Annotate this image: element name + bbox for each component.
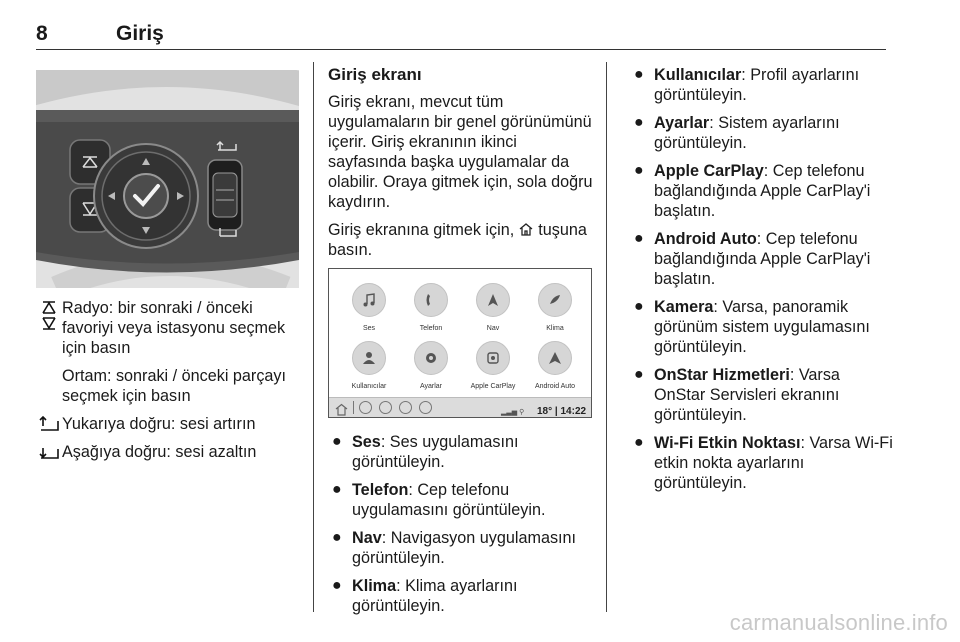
clock-time: 14:22 [560, 406, 587, 417]
bullet-term: Android Auto [654, 230, 757, 248]
control-text: Yukarıya doğru: sesi artırın [62, 415, 256, 433]
app-label: Kullanıcılar [351, 383, 387, 390]
status-separator [353, 401, 354, 414]
list-item: ● Ayarlar: Sistem ayarlarını görüntüleyin. [634, 114, 840, 152]
app-tile [399, 283, 463, 333]
home-screen-illustration [328, 268, 592, 418]
app-label: Ayarlar [419, 383, 443, 390]
status-temp-time: 18° | 14:22 [537, 406, 587, 417]
control-item [36, 442, 302, 462]
gear-icon [423, 350, 439, 366]
app-tile [461, 283, 525, 333]
climate-icon [547, 292, 563, 308]
list-item: ● OnStar Hizmetleri: Varsa OnStar Servisleri ekranını görüntüleyin. [634, 366, 840, 424]
bullet-list [630, 65, 895, 493]
control-text: Ortam: sonraki / önceki parçayı seçmek için basın [62, 367, 287, 405]
bullet-term: Klima [352, 577, 397, 595]
control-descriptions [36, 298, 302, 462]
bullet-term: Kamera [654, 298, 714, 316]
station-up-down-icon [36, 298, 62, 332]
home-icon [335, 401, 348, 414]
list-item: ● Wi-Fi Etkin Noktası: Varsa Wi-Fi etkin nokta ayarlarını görüntüleyin. [634, 434, 893, 492]
section-title: Giriş ekranı [328, 65, 422, 84]
app-label: Telefon [419, 325, 443, 332]
list-item: ● Kamera: Varsa, panoramik görünüm sistem uygulamasını görüntüleyin. [634, 298, 870, 356]
app-label: Android Auto [534, 383, 576, 390]
left-column [36, 70, 302, 470]
bullet-desc: : Cep telefonu bağlandığında Apple CarPlay'i başlatın. [654, 230, 871, 288]
paragraph [328, 220, 596, 260]
bullet-desc: : Profil ayarlarını görüntüleyin. [654, 66, 860, 104]
app-label: Ses [362, 325, 376, 332]
app-tile [399, 341, 463, 391]
phone-icon [423, 292, 439, 308]
page-header [36, 22, 886, 50]
home-icon [518, 221, 534, 235]
bullet-term: Telefon [352, 481, 409, 499]
bullet-desc: : Cep telefonu uygulamasını görüntüleyin. [352, 481, 546, 519]
signal-icon: ▂▃▅ ⚲ [501, 409, 525, 416]
volume-down-icon [36, 442, 62, 460]
paragraph-text: Giriş ekranına gitmek için, [328, 221, 515, 239]
bullet-list [328, 432, 596, 616]
android-auto-icon [547, 350, 563, 366]
temperature: 18° [537, 406, 553, 417]
app-tile [523, 341, 587, 391]
bullet-term: Ses [352, 433, 381, 451]
steering-wheel-controls-illustration [36, 70, 299, 288]
control-item [36, 414, 302, 434]
app-label: Apple CarPlay [470, 383, 516, 390]
bullet-desc: : Varsa, panoramik görünüm sistem uygulamasını görüntüleyin. [654, 298, 870, 356]
app-label: Nav [486, 325, 500, 332]
music-note-icon [359, 401, 372, 414]
bullet-desc: : Sistem ayarlarını görüntüleyin. [654, 114, 840, 152]
bullet-desc: : Ses uygulamasını görüntüleyin. [352, 433, 519, 471]
carplay-icon [485, 350, 501, 366]
page-number: 8 [36, 22, 48, 45]
control-item [36, 298, 302, 358]
navigation-arrow-icon [485, 292, 501, 308]
bullet-desc: : Navigasyon uygulamasını görüntüleyin. [352, 529, 577, 567]
climate-icon [419, 401, 432, 414]
bullet-desc: : Klima ayarlarını görüntüleyin. [352, 577, 518, 615]
watermark[interactable]: carmanualsonline.info [729, 610, 948, 635]
app-tile [337, 283, 401, 333]
bullet-term: Kullanıcılar [654, 66, 742, 84]
middle-column [328, 65, 596, 624]
volume-up-icon [36, 414, 62, 432]
app-label: Klima [546, 325, 564, 332]
right-column [630, 65, 895, 501]
phone-icon [379, 401, 392, 414]
control-text: Radyo: bir sonraki / önceki favoriyi veya istasyonu seçmek için basın [62, 299, 286, 357]
steering-wheel-icon [36, 70, 299, 288]
list-item: ● Android Auto: Cep telefonu bağlandığında Apple CarPlay'i başlatın. [634, 230, 871, 288]
column-divider [313, 62, 314, 612]
list-item: ● Ses: Ses uygulamasını görüntüleyin. [332, 433, 519, 471]
user-icon [361, 350, 377, 366]
bullet-term: Ayarlar [654, 114, 710, 132]
control-text: Aşağıya doğru: sesi azaltın [62, 443, 257, 461]
app-tile [461, 341, 525, 391]
chapter-title: Giriş [116, 22, 164, 45]
list-item: ● Nav: Navigasyon uygulamasını görüntüleyin. [332, 529, 577, 567]
bullet-term: OnStar Hizmetleri [654, 366, 790, 384]
music-note-icon [361, 292, 377, 308]
list-item: ● Telefon: Cep telefonu uygulamasını görüntüleyin. [332, 481, 546, 519]
list-item: ● Kullanıcılar: Profil ayarlarını görüntüleyin. [634, 66, 860, 104]
list-item: ● Apple CarPlay: Cep telefonu bağlandığında Apple CarPlay'i başlatın. [634, 162, 871, 220]
bullet-term: Nav [352, 529, 382, 547]
column-divider [606, 62, 607, 612]
paragraph-text: tuşuna basın. [328, 221, 587, 259]
app-tile [523, 283, 587, 333]
bullet-term: Apple CarPlay [654, 162, 764, 180]
navigation-arrow-icon [399, 401, 412, 414]
list-item: ● Klima: Klima ayarlarını görüntüleyin. [332, 577, 518, 615]
bullet-desc: : Varsa Wi-Fi etkin nokta ayarlarını görüntüleyin. [654, 434, 893, 492]
bullet-desc: : Cep telefonu bağlandığında Apple CarPlay'i başlatın. [654, 162, 871, 220]
paragraph: Giriş ekranı, mevcut tüm uygulamaların bir genel görünümünü içerir. Giriş ekranının ikinci sayfasında başka uygulamalar da olabilir. Oraya gitmek için, sola doğru kaydırın. [328, 93, 593, 211]
bullet-term: Wi-Fi Etkin Noktası [654, 434, 801, 452]
status-bar [329, 397, 591, 417]
app-tile [337, 341, 401, 391]
bullet-desc: : Varsa OnStar Servisleri ekranını görüntüleyin. [654, 366, 840, 424]
